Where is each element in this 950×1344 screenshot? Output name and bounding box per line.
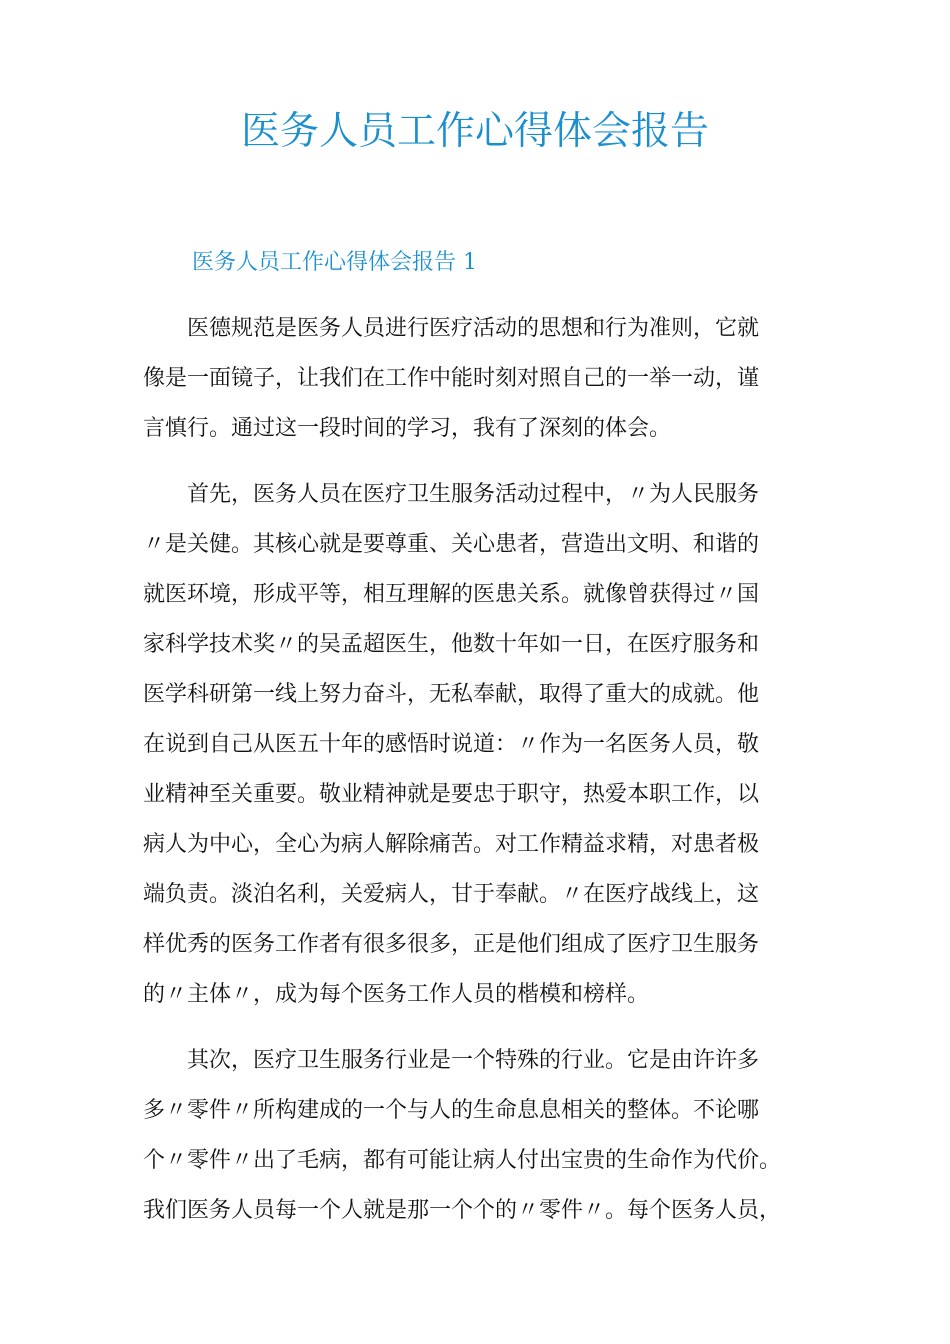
document-title: 医务人员工作心得体会报告: [240, 109, 709, 154]
paragraph-line: 多〃零件〃所构建成的一个与人的生命息息相关的整体。不论哪: [143, 1098, 760, 1123]
paragraph-line: 的〃主体〃，成为每个医务工作人员的楷模和榜样。: [143, 982, 650, 1007]
paragraph-line: 首先，医务人员在医疗卫生服务活动过程中，〃为人民服务: [143, 482, 760, 507]
paragraph-line: 医德规范是医务人员进行医疗活动的思想和行为准则，它就: [143, 316, 760, 341]
paragraph-line: 个〃零件〃出了毛病，都有可能让病人付出宝贵的生命作为代价。: [143, 1148, 782, 1173]
paragraph-line: 在说到自己从医五十年的感悟时说道：〃作为一名医务人员，敬: [143, 732, 760, 757]
paragraph-line: 言慎行。通过这一段时间的学习，我有了深刻的体会。: [143, 416, 672, 441]
paragraph-line: 样优秀的医务工作者有很多很多，正是他们组成了医疗卫生服务: [143, 932, 760, 957]
paragraph-line: 〃是关健。其核心就是要尊重、关心患者，营造出文明、和谐的: [143, 532, 760, 557]
paragraph-line: 家科学技术奖〃的吴孟超医生，他数十年如一日，在医疗服务和: [143, 632, 760, 657]
paragraph-1: [143, 304, 813, 454]
paragraph-line: 其次，医疗卫生服务行业是一个特殊的行业。它是由许许多: [143, 1048, 760, 1073]
paragraph-2: [143, 470, 813, 1020]
paragraph-line: 业精神至关重要。敬业精神就是要忠于职守，热爱本职工作，以: [143, 782, 760, 807]
paragraph-line: 医学科研第一线上努力奋斗，无私奉献，取得了重大的成就。他: [143, 682, 760, 707]
paragraph-line: 像是一面镜子，让我们在工作中能时刻对照自己的一举一动，谨: [143, 366, 760, 391]
paragraph-line: 端负责。淡泊名利，关爱病人，甘于奉献。〃在医疗战线上，这: [143, 882, 760, 907]
paragraph-3: [143, 1036, 813, 1236]
section-heading: 医务人员工作心得体会报告 1: [192, 250, 477, 275]
paragraph-line: 我们医务人员每一个人就是那一个个的〃零件〃。每个医务人员，: [143, 1198, 782, 1223]
paragraph-line: 病人为中心，全心为病人解除痛苦。对工作精益求精，对患者极: [143, 832, 760, 857]
paragraph-line: 就医环境，形成平等，相互理解的医患关系。就像曾获得过〃国: [143, 582, 760, 607]
